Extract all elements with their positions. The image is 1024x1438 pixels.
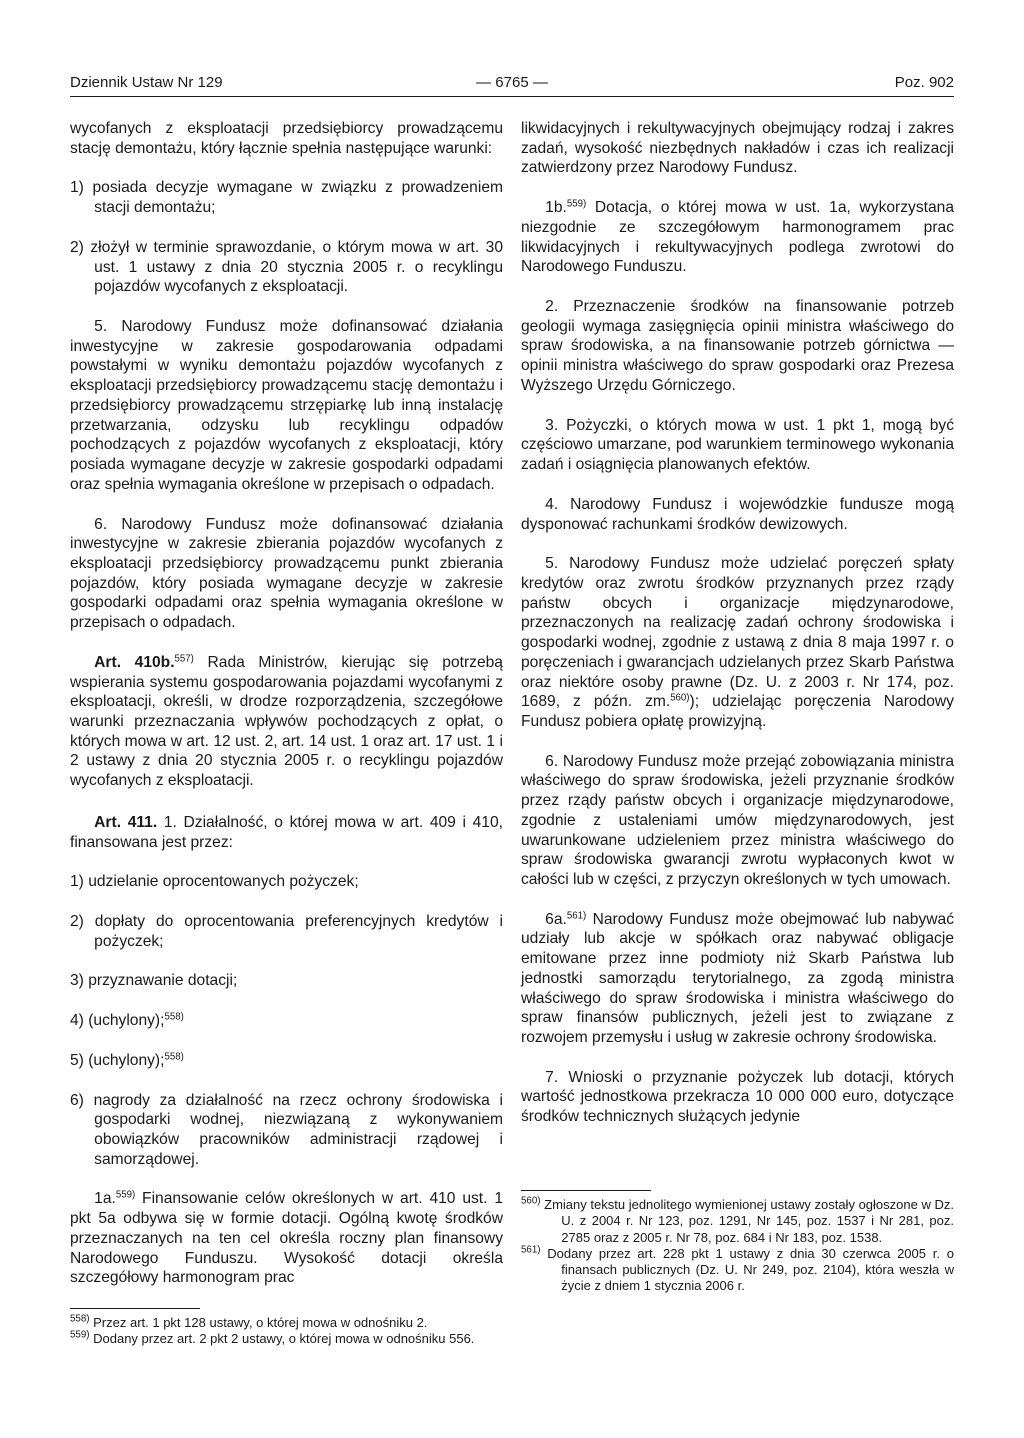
- list-item-5: [70, 1051, 503, 1071]
- paragraph-1a-number: 1a.: [94, 1190, 116, 1208]
- paragraph-2: 2. Przeznaczenie środków na finansowanie potrzeb geologii wymaga zasięgnięcia opinii ministra właściwego do spraw środowiska, a na finansowanie potrzeb górnictwa — opinii ministra właściwego do spraw gospodarki oraz Prezesa Wyższego Urzędu Górniczego.: [521, 298, 954, 394]
- paragraph-1a: [70, 1189, 503, 1288]
- footnote-ref-561: 561): [566, 910, 587, 922]
- footnote-ref-558: 558): [164, 1051, 184, 1063]
- footnote-561-number: 561): [521, 1244, 541, 1256]
- right-column: [521, 119, 954, 1127]
- paragraph-5-right: [521, 554, 954, 731]
- footnote-558-number: 558): [70, 1313, 90, 1325]
- paragraph-1b: [521, 198, 954, 277]
- paragraph-3: 3. Pożyczki, o których mowa w ust. 1 pkt 1, mogą być częściowo umarzane, pod warunkiem terminowego wykonania zadań i osiągnięcia planowanych efektów.: [521, 416, 954, 474]
- paragraph-6a-text: Narodowy Fundusz może obejmować lub nabywać udziały lub akcje w spółkach oraz nabywać obligacje emitowane przez inne podmioty niż Skarb Państwa lub jednostki samorządu terytorialnego, za zgodą ministra właściwego do spraw środowiska i ministra właściwego do spraw finansów publicznych, jeżeli jest to związane z rozwojem przemysłu i usług w zakresie ochrony środowiska.: [521, 910, 954, 1047]
- footnote-rule: [70, 1308, 200, 1309]
- right-footnotes: [521, 1190, 954, 1295]
- footnote-558: [70, 1315, 503, 1331]
- article-410b-label: Art. 410b.: [94, 653, 175, 671]
- footnote-561-text: Dodany przez art. 228 pkt 1 ustawy z dnia 30 czerwca 2005 r. o finansach publicznych (Dz. U. Nr 249, poz. 2104), która weszła w życie z dniem 1 stycznia 2006 r.: [540, 1245, 954, 1294]
- article-411-label: Art. 411.: [94, 813, 158, 831]
- article-410b-text: Rada Ministrów, kierując się potrzebą wspierania systemu gospodarowania pojazdami wycofanymi z eksploatacji, określi, w drodze rozporządzenia, szczegółowe warunki przeznaczania wpływów pochodzących z opłat, o których mowa w art. 12 ust. 2, art. 14 ust. 1 oraz art. 17 ust. 1 i 2 ustawy z dnia 20 stycznia 2005 r. o recyklingu pojazdów wycofanych z eksploatacji.: [70, 653, 503, 790]
- paragraph-6a: [521, 910, 954, 1048]
- paragraph-6: 6. Narodowy Fundusz może dofinansować działania inwestycyjne w zakresie zbierania pojazdów wycofanych z eksploatacji przedsiębiorcy prowadzącemu punkt zbierania pojazdów, który posiada wymagane decyzje w zakresie gospodarki odpadami oraz spełnia wymagania określone w przepisach o odpadach.: [70, 515, 503, 632]
- footnote-ref-559: 559): [115, 1190, 136, 1202]
- footnote-ref-560: 560): [670, 692, 690, 704]
- list-item-3: 3) przyznawanie dotacji;: [70, 972, 238, 990]
- paragraph-5-tail: ); udzielając poręczenia Narodowy Fundusz pobiera opłatę prowizyjną.: [521, 693, 954, 730]
- article-410b: [70, 653, 503, 791]
- list-item-4: [70, 1011, 503, 1031]
- paragraph-5-text: 5. Narodowy Fundusz może udzielać poręczeń spłaty kredytów oraz zwrotu środków przyznanych przez rządy państw obcych i organizacje międzynarodowe, przeznaczonych na realizację zadań ochrony środowiska i gospodarki wodnej, zgodnie z ustawą z dnia 8 maja 1997 r. o poręczeniach i gwarancjach udzielanych przez Skarb Państwa oraz niektóre osoby prawne (Dz. U. z 2003 r. Nr 174, poz. 1689, z późn. zm.: [521, 555, 954, 711]
- footnote-560-number: 560): [521, 1195, 541, 1207]
- footnote-559: [70, 1331, 503, 1347]
- page-header: [70, 72, 954, 97]
- paragraph-1a-text: Finansowanie celów określonych w art. 410 ust. 1 pkt 5a odbywa się w formie dotacji. Ogólną kwotę środków przeznaczanych na ten cel określa roczny plan finansowy Narodowego Funduszu. Wysokość dotacji określa szczegółowy harmonogram prac: [70, 1190, 503, 1287]
- page-number: — 6765 —: [476, 74, 548, 91]
- footnote-561: [521, 1246, 954, 1295]
- footnote-558-text: Przez art. 1 pkt 128 ustawy, o której mowa w odnośniku 2.: [89, 1315, 428, 1330]
- footnote-560: [521, 1197, 954, 1246]
- left-column: [70, 119, 503, 1288]
- footnote-560-text: Zmiany tekstu jednolitego wymienionej ustawy zostały ogłoszone w Dz. U. z 2004 r. Nr 123, poz. 1291, Nr 145, poz. 1537 i Nr 281, poz. 2785 oraz z 2005 r. Nr 78, poz. 684 i Nr 183, poz. 1538.: [540, 1197, 954, 1245]
- list-item-6: 6) nagrody za działalność na rzecz ochrony środowiska i gospodarki wodnej, niezwiązaną z wykonywaniem obowiązków pracowników administracji rządowej i samorządowej.: [70, 1091, 503, 1168]
- continuation-paragraph: likwidacyjnych i rekultywacyjnych obejmujący rodzaj i zakres zadań, wysokość niezbędnych nakładów i czas ich realizacji zatwierdzony przez Narodowy Fundusz.: [521, 120, 954, 177]
- footnote-ref-559: 559): [566, 198, 587, 210]
- paragraph-1b-number: 1b.: [545, 199, 567, 217]
- paragraph-6-right: 6. Narodowy Fundusz może przejąć zobowiązania ministra właściwego do spraw środowiska, jeżeli przyznanie środków przez rządy państw obcych i organizacje międzynarodowe, zgodnie z ustaleniami umów międzynarodowych, jest uwarunkowane udzieleniem przez ministra właściwego do spraw środowiska gwarancji zwrotu wypłaconych kwot w całości lub w części, z przyczyn określonych w tych umowach.: [521, 752, 954, 888]
- intro-paragraph: wycofanych z eksploatacji przedsiębiorcy prowadzącemu stację demontażu, który łącznie spełnia następujące warunki:: [70, 120, 503, 157]
- list-item-2: 2) dopłaty do oprocentowania preferencyjnych kredytów i pożyczek;: [70, 913, 503, 950]
- footnote-559-number: 559): [70, 1329, 90, 1341]
- list-item-4-text: 4) (uchylony);: [70, 1012, 165, 1030]
- article-411-text: 1. Działalność, o której mowa w art. 409 i 410, finansowana jest przez:: [70, 813, 503, 851]
- paragraph-5: 5. Narodowy Fundusz może dofinansować działania inwestycyjne w zakresie gospodarowania odpadami powstałymi w wyniku demontażu pojazdów wycofanych z eksploatacji przedsiębiorcy prowadzącemu stację demontażu i przedsiębiorcy prowadzącemu strzępiarkę lub inną instalację przetwarzania, odzysku lub recyklingu odpadów pochodzących z pojazdów wycofanych z eksploatacji, który posiada wymagane decyzje w zakresie gospodarki odpadami oraz spełnia wymagania określone w przepisach o odpadach.: [70, 318, 503, 493]
- position-number: Poz. 902: [894, 74, 954, 91]
- paragraph-7: 7. Wnioski o przyznanie pożyczek lub dotacji, których wartość jednostkowa przekracza 10 000 000 euro, dotyczące środków technicznych służących jedynie: [521, 1068, 954, 1126]
- article-411: [70, 813, 503, 852]
- paragraph-6a-number: 6a.: [545, 910, 567, 928]
- footnote-ref-557: 557): [174, 653, 194, 665]
- footnote-rule: [521, 1190, 651, 1191]
- list-item-5-text: 5) (uchylony);: [70, 1051, 165, 1069]
- footnote-ref-558: 558): [164, 1011, 184, 1023]
- condition-1: 1) posiada decyzje wymagane w związku z prowadzeniem stacji demontażu;: [70, 179, 503, 217]
- paragraph-1b-text: Dotacja, o której mowa w ust. 1a, wykorzystana niezgodnie ze szczegółowym harmonogramem prac likwidacyjnych i rekultywacyjnych podlega zwrotowi do Narodowego Funduszu.: [521, 199, 954, 276]
- footnote-559-text: Dodany przez art. 2 pkt 2 ustawy, o której mowa w odnośniku 556.: [89, 1331, 475, 1347]
- condition-2: 2) złożył w terminie sprawozdanie, o którym mowa w art. 30 ust. 1 ustawy z dnia 20 stycznia 2005 r. o recyklingu pojazdów wycofanych z eksploatacji.: [70, 238, 503, 296]
- left-footnotes: [70, 1308, 503, 1348]
- list-item-1: 1) udzielanie oprocentowanych pożyczek;: [70, 873, 359, 891]
- journal-title: Dziennik Ustaw Nr 129: [70, 74, 223, 91]
- paragraph-4: 4. Narodowy Fundusz i wojewódzkie fundusze mogą dysponować rachunkami środków dewizowych.: [521, 495, 954, 533]
